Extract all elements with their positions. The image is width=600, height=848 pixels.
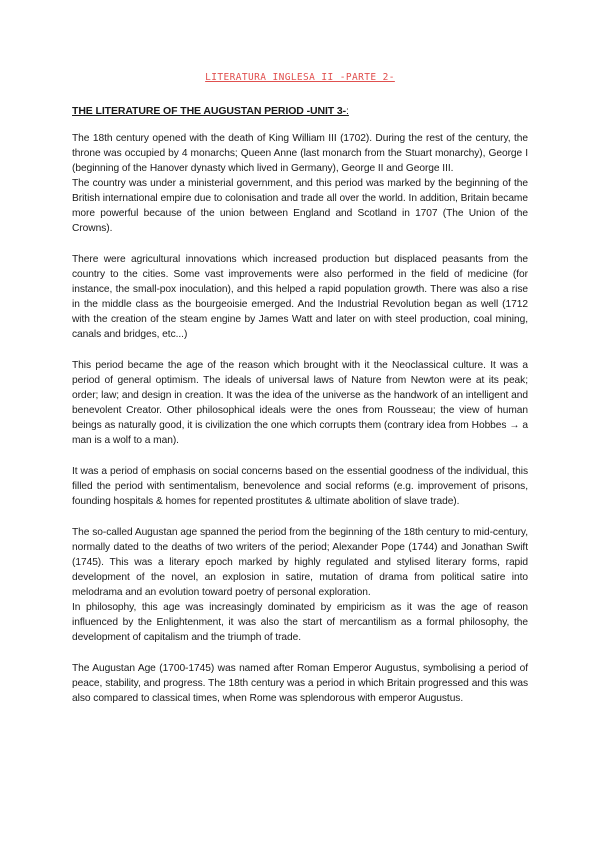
paragraph-text: The so-called Augustan age spanned the period from the beginning of the 18th century to mid-century, normally dated to the deaths of two writers of the period; Alexander Pope (1744) and Jonathan Swift (1745). This was a literary epoch marked by highly regulated and stylised literary forms, rapid development of the novel, an explosion in satire, mutation of drama from political satire into melodrama and an evolution toward poetry of personal exploration. — [72, 527, 528, 598]
paragraph-innovations — [72, 252, 528, 342]
paragraph-augustan-age — [72, 525, 528, 645]
paragraph-text: This period became the age of the reason which brought with it the Neoclassical culture. It was a period of general optimism. The ideals of universal laws of Nature from Newton were at its peak; order; law; and design in creation. It was the idea of the universe as the handwork of an intelligent and benevolent Creator. Other philosophical ideals were the ones from Rousseau; the view of human beings as naturally good, it is civilization the one which corrupts them (contrary idea from Hobbes → a man is a wolf to a man). — [72, 360, 528, 446]
paragraph-age-of-reason — [72, 358, 528, 448]
document-page — [72, 72, 528, 722]
paragraph-text: The 18th century opened with the death of King William III (1702). During the rest of the century, the throne was occupied by 4 monarchs; Queen Anne (last monarch from the Stuart monarchy), George I (beginning of the Hanover dynasty which lived in Germany), George II and George III. — [72, 133, 528, 174]
paragraph-text: In philosophy, this age was increasingly dominated by empiricism as it was the age of reason influenced by the Enlightenment, it was also the start of mercantilism as a formal philosophy, the development of capitalism and the triumph of trade. — [72, 602, 528, 643]
paragraph-social-concerns — [72, 464, 528, 509]
paragraph-text: The country was under a ministerial government, and this period was marked by the beginning of the British international empire due to colonisation and trade all over the world. In addition, Britain became more powerful because of the union between England and Scotland in 1707 (The Union of the Crowns). — [72, 178, 528, 234]
document-title: LITERATURA INGLESA II -PARTE 2- — [205, 72, 395, 83]
unit-heading — [72, 105, 528, 117]
paragraph-text: The Augustan Age (1700-1745) was named after Roman Emperor Augustus, symbolising a period of peace, stability, and progress. The 18th century was a period in which Britain progressed and this was also compared to classical times, when Rome was splendorous with emperor Augustus. — [72, 663, 528, 704]
paragraph-monarchs — [72, 131, 528, 236]
paragraph-emperor-augustus — [72, 661, 528, 706]
unit-heading-text: THE LITERATURE OF THE AUGUSTAN PERIOD -UNIT 3- — [72, 105, 347, 117]
paragraph-text: It was a period of emphasis on social concerns based on the essential goodness of the individual, this filled the period with sentimentalism, benevolence and social reforms (e.g. improvement of prisons, founding hospitals & homes for repented prostitutes & ultimate abolition of slave trade). — [72, 466, 528, 507]
paragraph-text: There were agricultural innovations which increased production but displaced peasants from the country to the cities. Some vast improvements were also performed in the field of medicine (for instance, the small-pox inoculation), and this helped a rapid population growth. There was also a rise in the middle class as the bourgeoisie emerged. And the Industrial Revolution began as well (1712 with the creation of the steam engine by James Watt and later on with steel production, coal mining, canals and bridges, etc...) — [72, 254, 528, 340]
unit-heading-trail: : — [346, 105, 349, 117]
